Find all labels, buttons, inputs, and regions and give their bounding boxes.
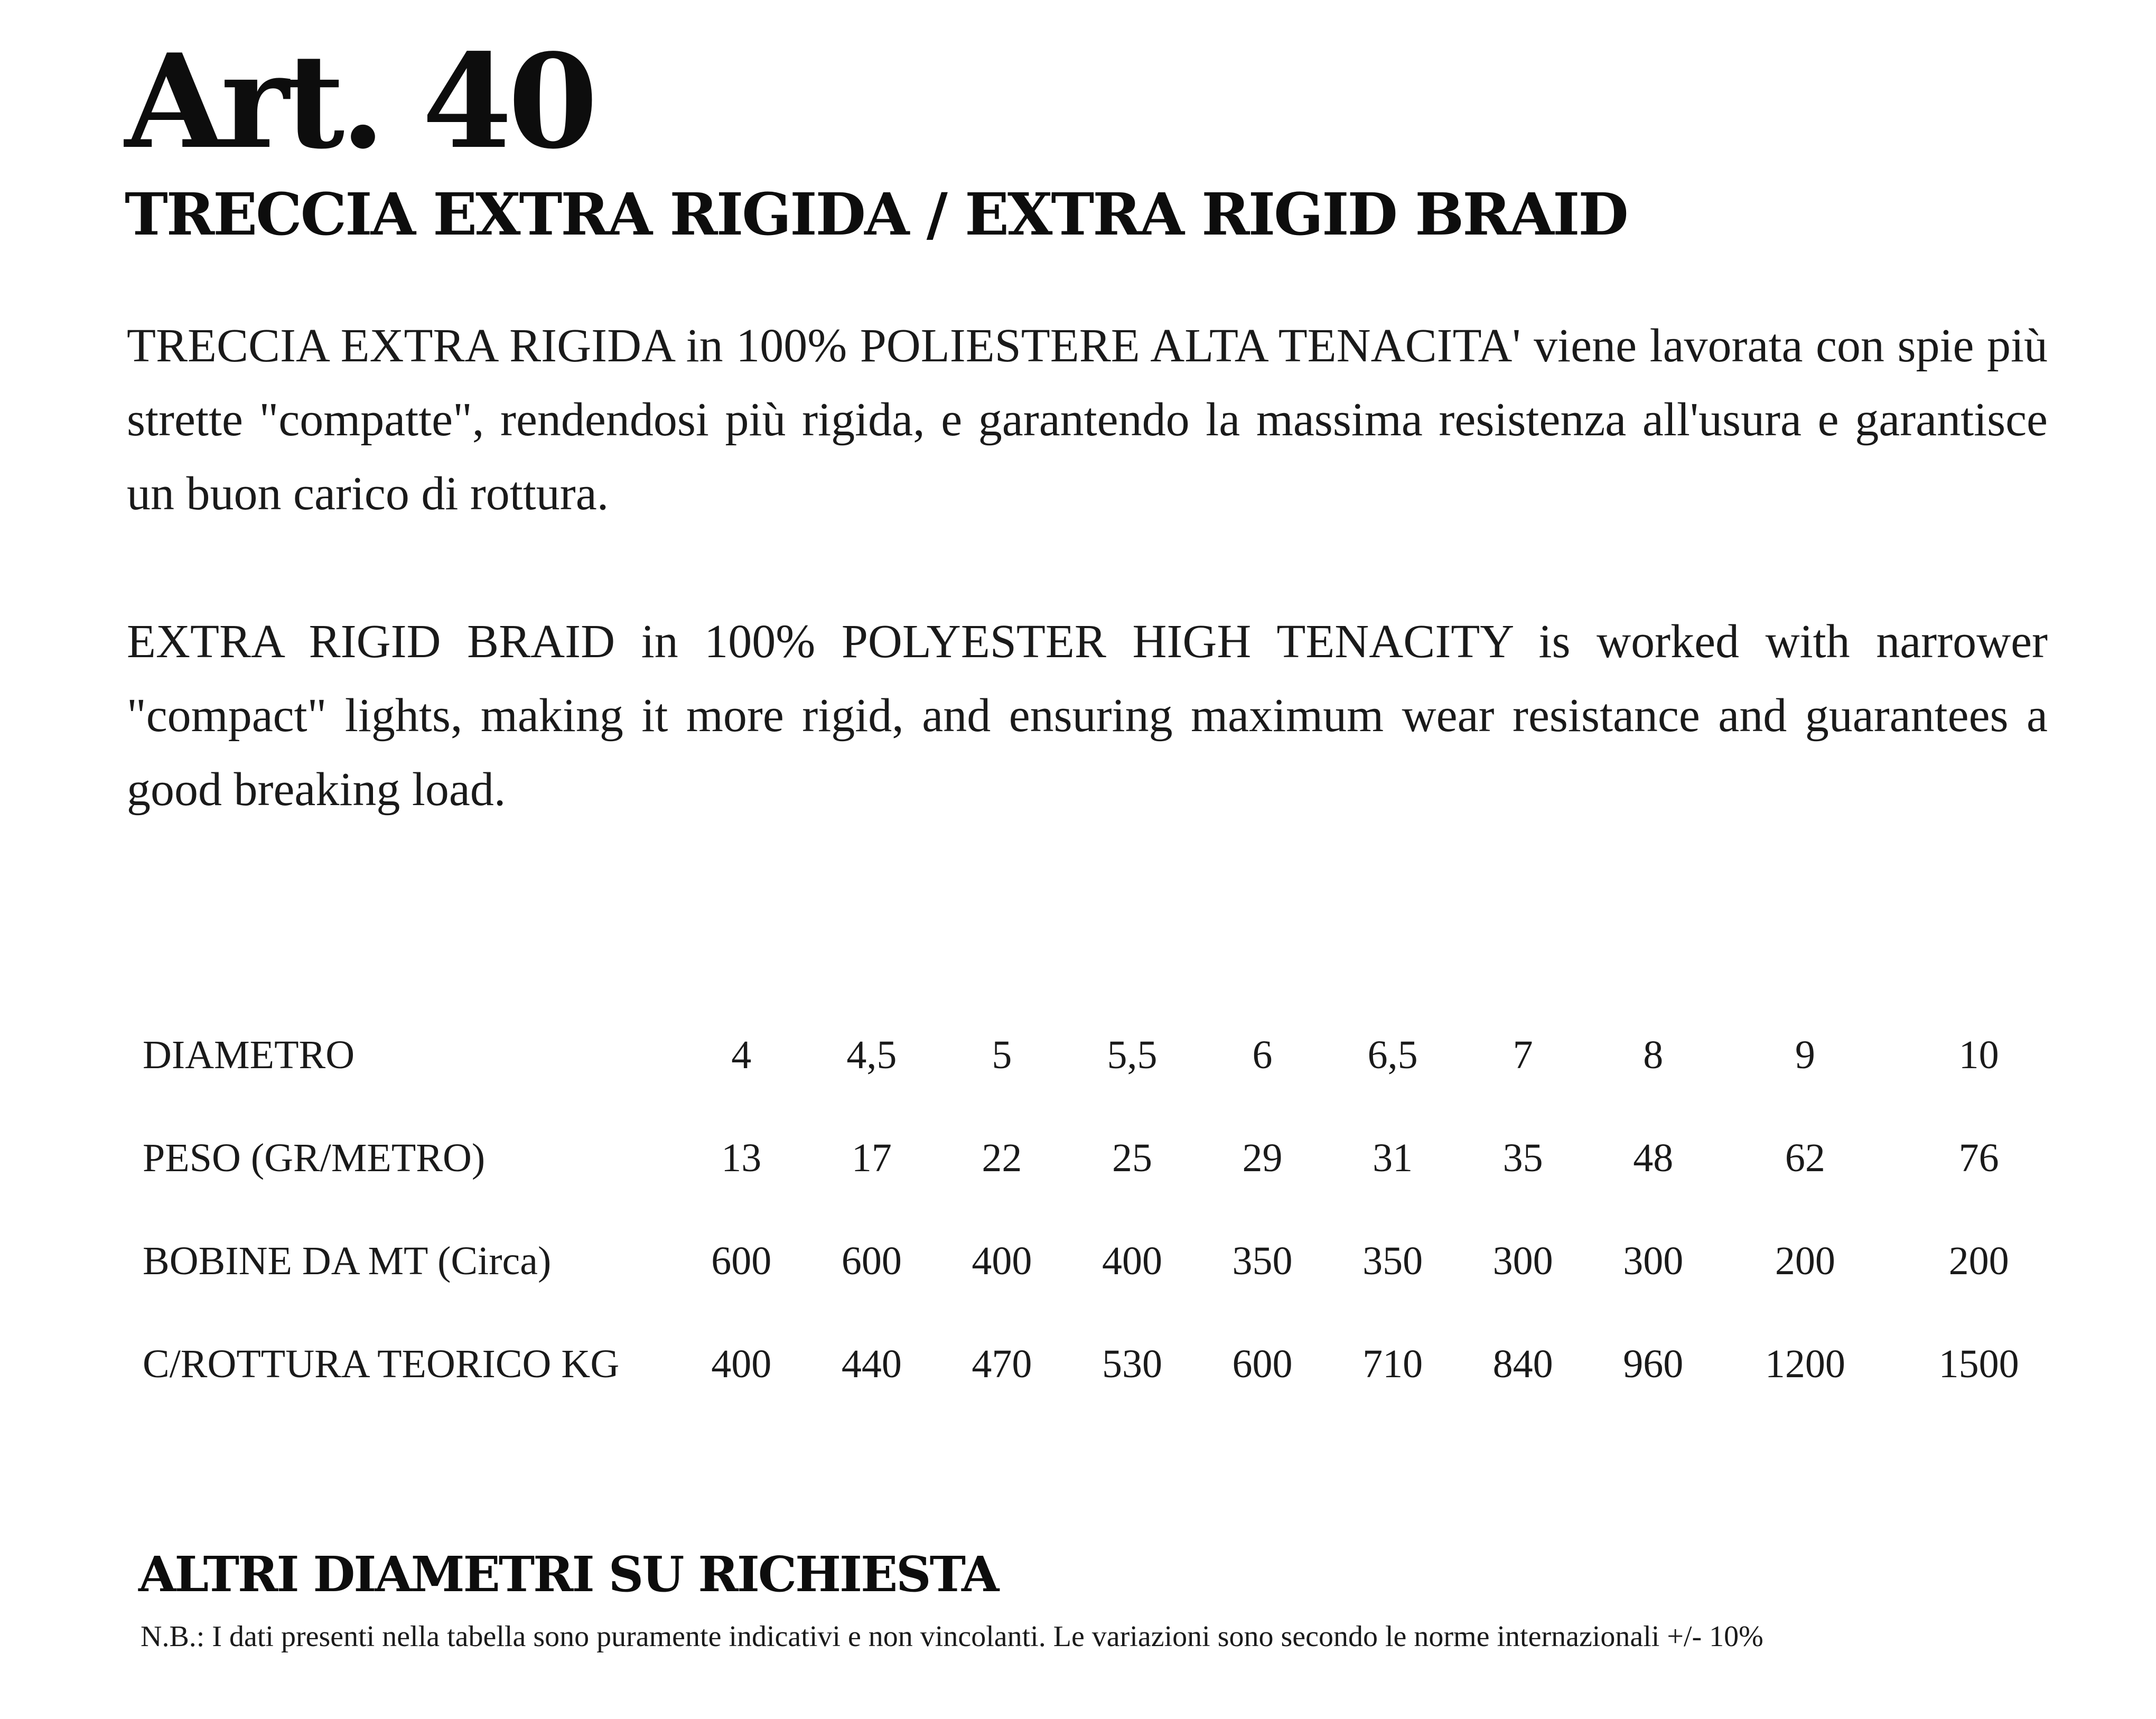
disclaimer-note: N.B.: I dati presenti nella tabella sono puramente indicativi e non vincolanti. Le variazioni sono secondo le norme internazionali +/- 10%	[141, 1620, 1763, 1653]
spec-table	[143, 1004, 2066, 1416]
table-cell: 17	[851, 1136, 892, 1180]
table-cell: 1200	[1765, 1342, 1845, 1386]
product-subtitle: TRECCIA EXTRA RIGIDA / EXTRA RIGID BRAID	[125, 180, 1627, 248]
table-cell: 5	[992, 1033, 1012, 1077]
table-cell: 710	[1362, 1342, 1423, 1386]
table-cell: 600	[1232, 1342, 1293, 1386]
table-row	[143, 1313, 2066, 1416]
table-cell: 22	[982, 1136, 1022, 1180]
table-cell: 600	[841, 1239, 902, 1283]
table-cell: 840	[1492, 1342, 1553, 1386]
other-diameters-heading: ALTRI DIAMETRI SU RICHIESTA	[138, 1546, 998, 1603]
table-cell: 400	[972, 1239, 1032, 1283]
table-cell: 1500	[1938, 1342, 2019, 1386]
table-cell: 35	[1502, 1136, 1543, 1180]
table-cell: 440	[841, 1342, 902, 1386]
table-cell: 600	[711, 1239, 772, 1283]
table-cell: 5,5	[1107, 1033, 1158, 1077]
table-cell: 10	[1958, 1033, 1999, 1077]
table-cell: 6	[1252, 1033, 1273, 1077]
article-title: Art. 40	[125, 25, 594, 177]
table-cell: 7	[1513, 1033, 1533, 1077]
table-cell: 200	[1948, 1239, 2009, 1283]
table-cell: 470	[972, 1342, 1032, 1386]
table-cell: 8	[1643, 1033, 1664, 1077]
table-cell: 76	[1958, 1136, 1999, 1180]
table-cell: 31	[1373, 1136, 1413, 1180]
table-cell: 4,5	[846, 1033, 897, 1077]
description-italian: TRECCIA EXTRA RIGIDA in 100% POLIESTERE ALTA TENACITA' viene lavorata con spie più strette "compatte", rendendosi più rigida, e garantendo la massima resistenza all'usura e garantisce un buon carico di rottura.	[127, 320, 2048, 520]
table-cell: 960	[1623, 1342, 1684, 1386]
table-cell: 400	[711, 1342, 772, 1386]
table-cell: 300	[1623, 1239, 1684, 1283]
table-cell: 29	[1242, 1136, 1283, 1180]
table-cell: 62	[1785, 1136, 1825, 1180]
table-cell: 200	[1775, 1239, 1835, 1283]
table-cell: 350	[1362, 1239, 1423, 1283]
row-label: PESO (GR/METRO)	[143, 1136, 486, 1180]
spec-table-body	[143, 1004, 2066, 1416]
table-cell: 6,5	[1367, 1033, 1418, 1077]
table-row	[143, 1210, 2066, 1313]
table-cell: 4	[731, 1033, 752, 1077]
row-label: DIAMETRO	[143, 1033, 355, 1077]
table-cell: 350	[1232, 1239, 1293, 1283]
table-row	[143, 1004, 2066, 1107]
row-label: BOBINE DA MT (Circa)	[143, 1239, 552, 1283]
table-cell: 9	[1795, 1033, 1815, 1077]
description-english: EXTRA RIGID BRAID in 100% POLYESTER HIGH TENACITY is worked with narrower "compact" lights, making it more rigid, and ensuring maximum wear resistance and guarantees a good breaking load.	[127, 615, 2048, 816]
table-cell: 25	[1112, 1136, 1152, 1180]
table-cell: 400	[1102, 1239, 1162, 1283]
row-label: C/ROTTURA TEORICO KG	[143, 1342, 620, 1386]
table-row	[143, 1107, 2066, 1210]
table-cell: 13	[721, 1136, 762, 1180]
table-cell: 300	[1492, 1239, 1553, 1283]
table-cell: 530	[1102, 1342, 1162, 1386]
table-cell: 48	[1633, 1136, 1674, 1180]
